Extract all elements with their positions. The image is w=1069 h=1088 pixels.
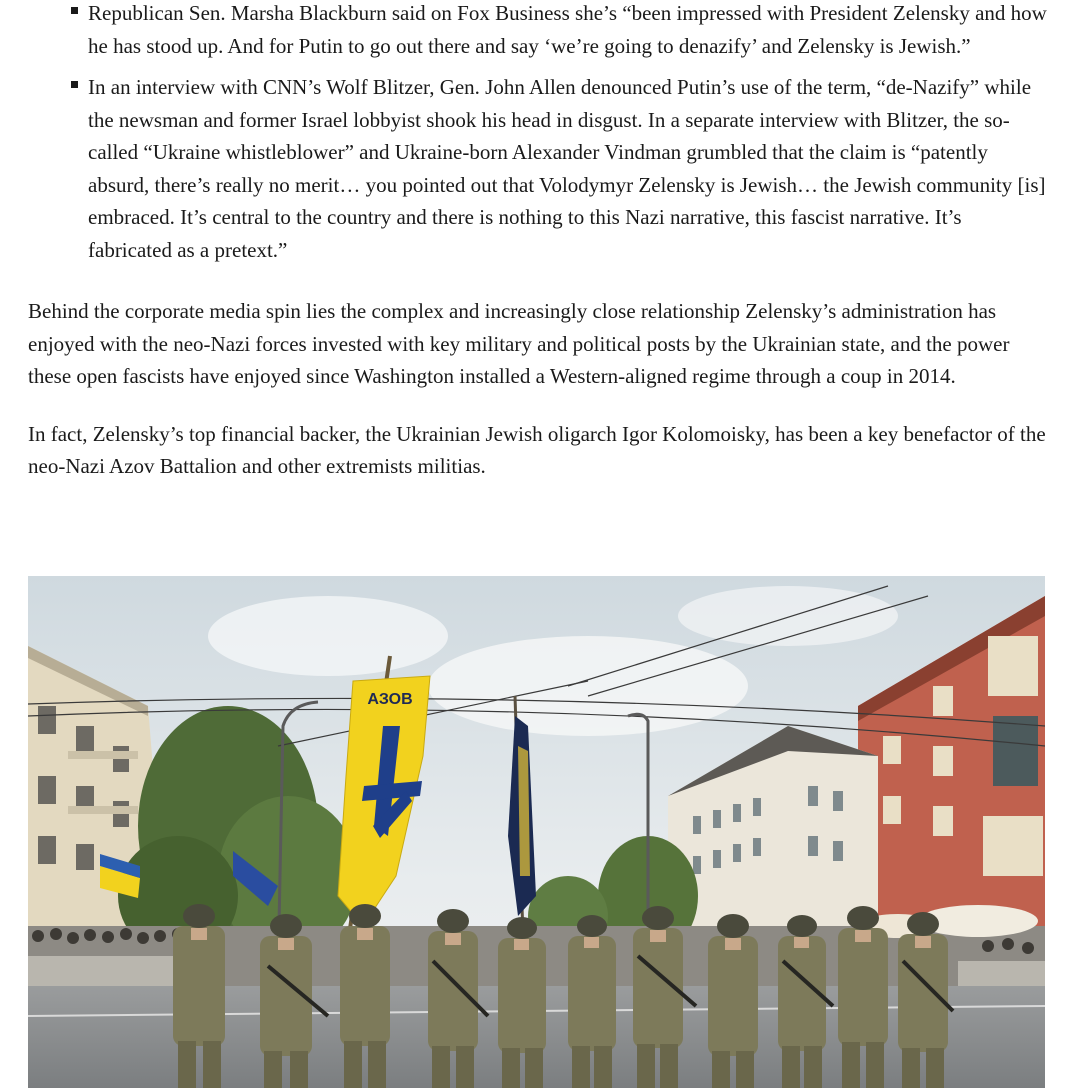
bullet-square-icon (71, 81, 78, 88)
article-photo (28, 576, 1045, 1088)
article-body (28, 0, 1048, 483)
banner-text: АЗОВ (367, 691, 413, 708)
list-item (88, 0, 1048, 62)
parade-photo-illustration (28, 576, 1045, 1088)
quote-list (28, 0, 1048, 266)
bullet-square-icon (71, 7, 78, 14)
paragraph: In fact, Zelensky’s top financial backer, the Ukrainian Jewish oligarch Igor Kolomoisky, has been a key benefactor of the neo-Nazi Azov Battalion and other extremists militias. (28, 421, 1046, 478)
paragraph: Behind the corporate media spin lies the complex and increasingly close relationship Zelensky’s administration has enjoyed with the neo-Nazi forces invested with key military and political posts by the Ukrainian state, and the power these open fascists have enjoyed since Washington installed a Western-aligned regime through a coup in 2014. (28, 299, 1010, 388)
bullet-text: In an interview with CNN’s Wolf Blitzer, Gen. John Allen denounced Putin’s use of the term, “de-Nazify” while the newsman and former Israel lobbyist shook his head in disgust. In a separate interview with Blitzer, the so-called “Ukraine whistleblower” and Ukraine-born Alexander Vindman grumbled that the claim is “patently absurd, there’s really no merit… you pointed out that Volodymyr Zelensky is Jewish… the Jewish community [is] embraced. It’s central to the country and there is nothing to this Nazi narrative, this fascist narrative. It’s fabricated as a pretext.” (88, 75, 1046, 262)
bullet-text: Republican Sen. Marsha Blackburn said on Fox Business she’s “been impressed with President Zelensky and how he has stood up. And for Putin to go out there and say ‘we’re going to denazify’ and Zelensky is Jewish.” (88, 1, 1047, 58)
list-item (88, 71, 1048, 266)
